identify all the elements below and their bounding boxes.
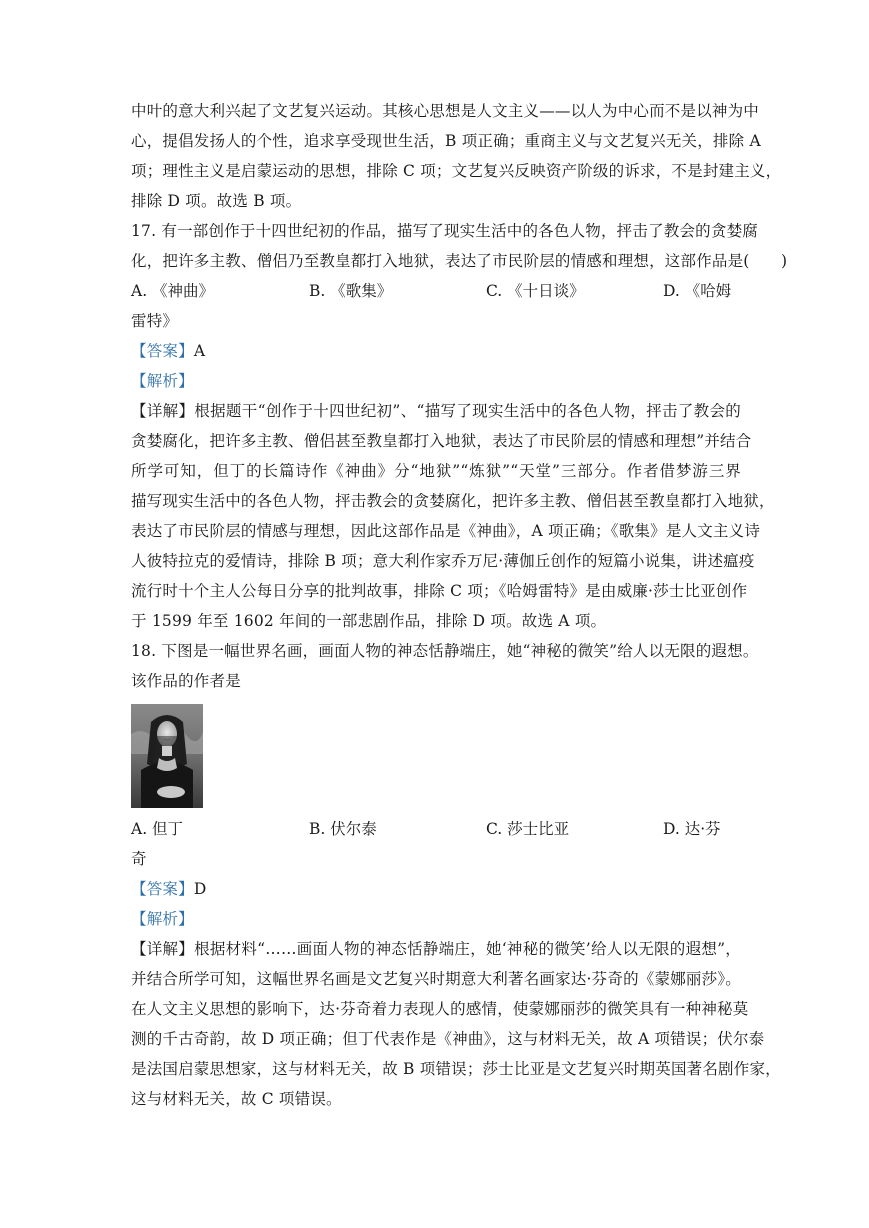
answer-value: D — [193, 880, 207, 898]
option-b: B. 伏尔泰 — [309, 820, 377, 838]
question-17 — [131, 216, 788, 636]
text-line: 流行时十个主人公每日分享的批判故事，排除 C 项；《哈姆雷特》是由威廉·莎士比亚创作 — [131, 582, 748, 600]
option-d: D. 《哈姆 — [663, 282, 732, 300]
mona-lisa-painting-image — [131, 704, 203, 808]
text-line: 项；理性主义是启蒙运动的思想，排除 C 项；文艺复兴反映资产阶级的诉求，不是封建主义， — [131, 162, 782, 180]
question-18 — [131, 636, 781, 1114]
option-d-continuation: 奇 — [131, 850, 147, 868]
answer-tag: 【答案】 — [131, 342, 194, 360]
analysis-line — [131, 366, 741, 396]
text-line: 人彼特拉克的爱情诗，排除 B 项；意大利作家乔万尼·薄伽丘创作的短篇小说集，讲述瘟疫 — [131, 552, 755, 570]
text-line: 【详解】根据材料“……画面人物的神态恬静端庄，她‘神秘的微笑’给人以无限的遐想”， — [131, 940, 741, 958]
question-stem-line: 18. 下图是一幅世界名画，画面人物的神态恬静端庄，她“神秘的微笑”给人以无限的遐想。 — [131, 642, 759, 660]
question-stem-line: 17. 有一部创作于十四世纪初的作品，描写了现实生活中的各色人物，抨击了教会的贪婪腐 — [131, 222, 758, 240]
text-line: 测的千古奇韵，故 D 项正确；但丁代表作是《神曲》，这与材料无关，故 A 项错误；伏尔泰 — [131, 1030, 765, 1048]
option-c: C. 《十日谈》 — [486, 282, 585, 300]
text-line: 这与材料无关，故 C 项错误。 — [131, 1090, 342, 1108]
text-line: 心，提倡发扬人的个性，追求享受现世生活，B 项正确；重商主义与文艺复兴无关，排除 A — [131, 132, 761, 150]
text-line: 【详解】根据题干“创作于十四世纪初”、“描写了现实生活中的各色人物，抨击了教会的 — [131, 402, 741, 420]
text-line: 在人文主义思想的影响下，达·芬奇着力表现人的感情，使蒙娜丽莎的微笑具有一种神秘莫 — [131, 1000, 749, 1018]
text-line: 贪婪腐化，把许多主教、僧侣甚至教皇都打入地狱，表达了市民阶层的情感和理想”并结合 — [131, 432, 752, 450]
text-line: 中叶的意大利兴起了文艺复兴运动。其核心思想是人文主义——以人为中心而不是以神为中 — [131, 102, 760, 120]
option-d: D. 达·芬 — [663, 820, 721, 838]
text-line: 表达了市民阶层的情感与理想，因此这部作品是《神曲》，A 项正确；《歌集》是人文主义诗 — [131, 522, 761, 540]
detail-explanation — [131, 934, 781, 1114]
option-a: A. 《神曲》 — [131, 282, 215, 300]
option-c: C. 莎士比亚 — [486, 820, 570, 838]
answer-line — [131, 336, 741, 366]
option-d-continuation: 雷特》 — [131, 312, 179, 330]
text-line: 描写现实生活中的各色人物，抨击教会的贪婪腐化，把许多主教、僧侣甚至教皇都打入地狱， — [131, 492, 775, 510]
options-row — [131, 814, 741, 844]
text-line: 所学可知，但丁的长篇诗作《神曲》分“地狱”“炼狱”“天堂”三部分。作者借梦游三界 — [131, 462, 741, 480]
text-line: 是法国启蒙思想家，这与材料无关，故 B 项错误；莎士比亚是文艺复兴时期英国著名剧作家， — [131, 1060, 781, 1078]
analysis-line — [131, 904, 741, 934]
text-line: 排除 D 项。故选 B 项。 — [131, 192, 302, 210]
previous-explanation — [131, 96, 782, 216]
analysis-tag: 【解析】 — [131, 372, 194, 390]
option-a: A. 但丁 — [131, 820, 184, 838]
question-stem-line: 化，把许多主教、僧侣乃至教皇都打入地狱，表达了市民阶层的情感和理想，这部作品是( ) — [131, 252, 788, 270]
detail-explanation — [131, 396, 775, 636]
option-b: B. 《歌集》 — [309, 282, 393, 300]
analysis-tag: 【解析】 — [131, 910, 194, 928]
answer-value: A — [193, 342, 206, 360]
question-stem-line: 该作品的作者是 — [131, 672, 241, 690]
text-line: 于 1599 年至 1602 年间的一部悲剧作品，排除 D 项。故选 A 项。 — [131, 612, 607, 630]
text-line: 并结合所学可知，这幅世界名画是文艺复兴时期意大利著名画家达·芬奇的《蒙娜丽莎》。 — [131, 970, 741, 988]
answer-line — [131, 874, 741, 904]
document-page — [131, 96, 788, 1114]
options-row — [131, 276, 741, 306]
answer-tag: 【答案】 — [131, 880, 194, 898]
